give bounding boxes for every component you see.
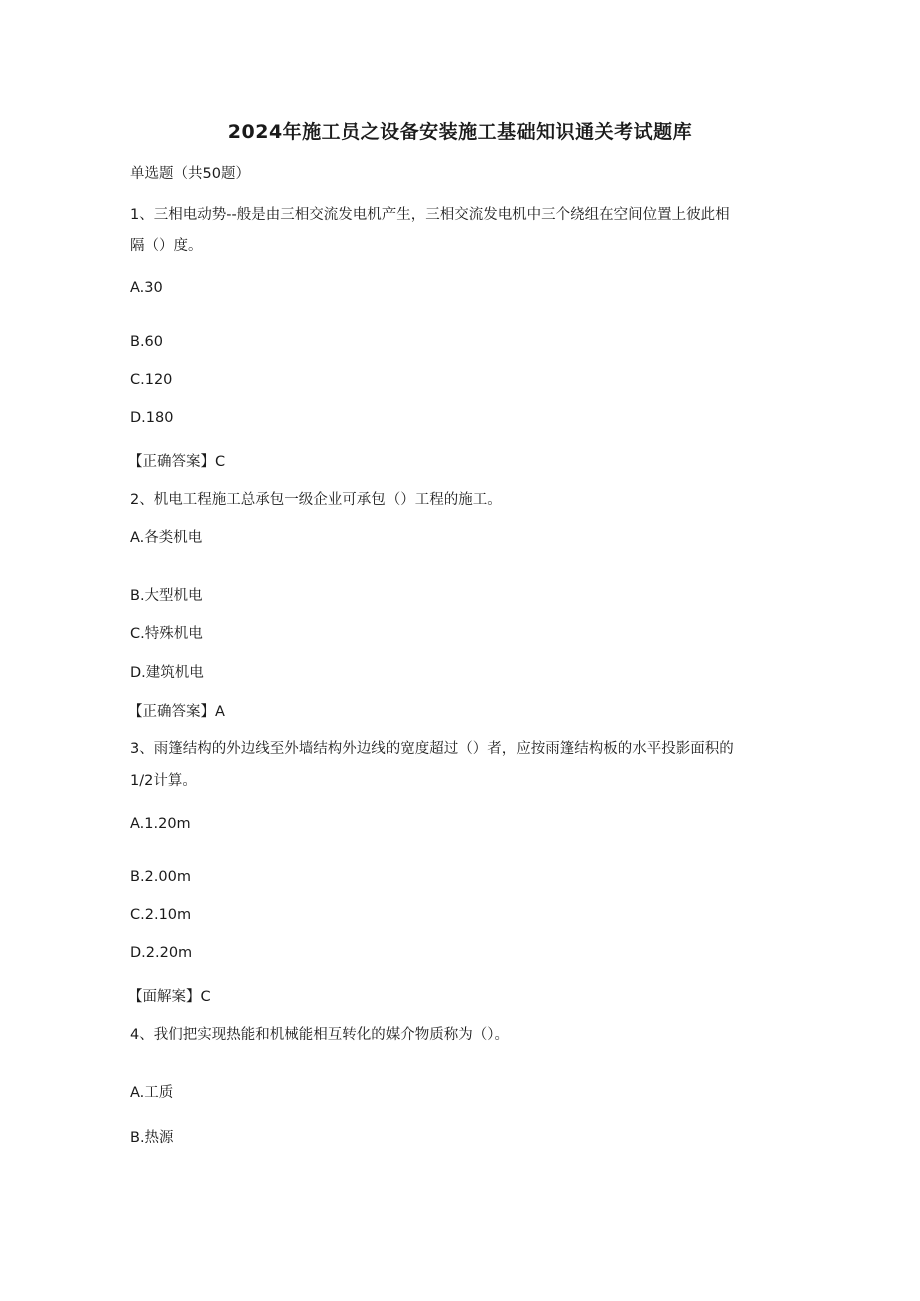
question-3-stem-line-1: 3、雨篷结构的外边线至外墙结构外边线的宽度超过（）者，应按雨篷结构板的水平投影面积的 [130,741,734,757]
question-1-stem-line-1: 1、三相电动势--般是由三相交流发电机产生，三相交流发电机中三个绕组在空间位置上彼此相 [130,207,730,223]
question-3-option-a: A.1.20m [130,816,191,832]
question-4-option-b: B.热源 [130,1130,174,1146]
question-2-option-d: D.建筑机电 [130,665,204,681]
question-1-option-c: C.120 [130,372,173,388]
question-1-answer: 【正确答案】C [128,454,226,470]
question-1-option-d: D.180 [130,410,174,426]
question-3-option-b: B.2.00m [130,869,191,885]
question-2-option-b: B.大型机电 [130,588,203,604]
question-2-option-c: C.特殊机电 [130,626,203,642]
question-4-stem-line-1: 4、我们把实现热能和机械能相互转化的媒介物质称为（）。 [130,1027,509,1043]
question-1-stem-line-2: 隔（）度。 [130,238,203,254]
question-3-option-d: D.2.20m [130,945,193,961]
document-title: 2024年施工员之设备安装施工基础知识通关考试题库 [227,121,693,143]
question-2-answer: 【正确答案】A [128,704,225,720]
question-2-stem-line-1: 2、机电工程施工总承包一级企业可承包（）工程的施工。 [130,492,502,508]
section-heading: 单选题（共50题） [130,166,250,182]
question-3-option-c: C.2.10m [130,907,192,923]
question-4-option-a: A.工质 [130,1085,174,1101]
question-1-option-a: A.30 [130,280,163,296]
question-1-option-b: B.60 [130,334,164,350]
question-3-stem-line-2: 1/2计算。 [130,773,197,789]
question-3-answer: 【面解案】C [128,989,211,1005]
question-2-option-a: A.各类机电 [130,530,203,546]
